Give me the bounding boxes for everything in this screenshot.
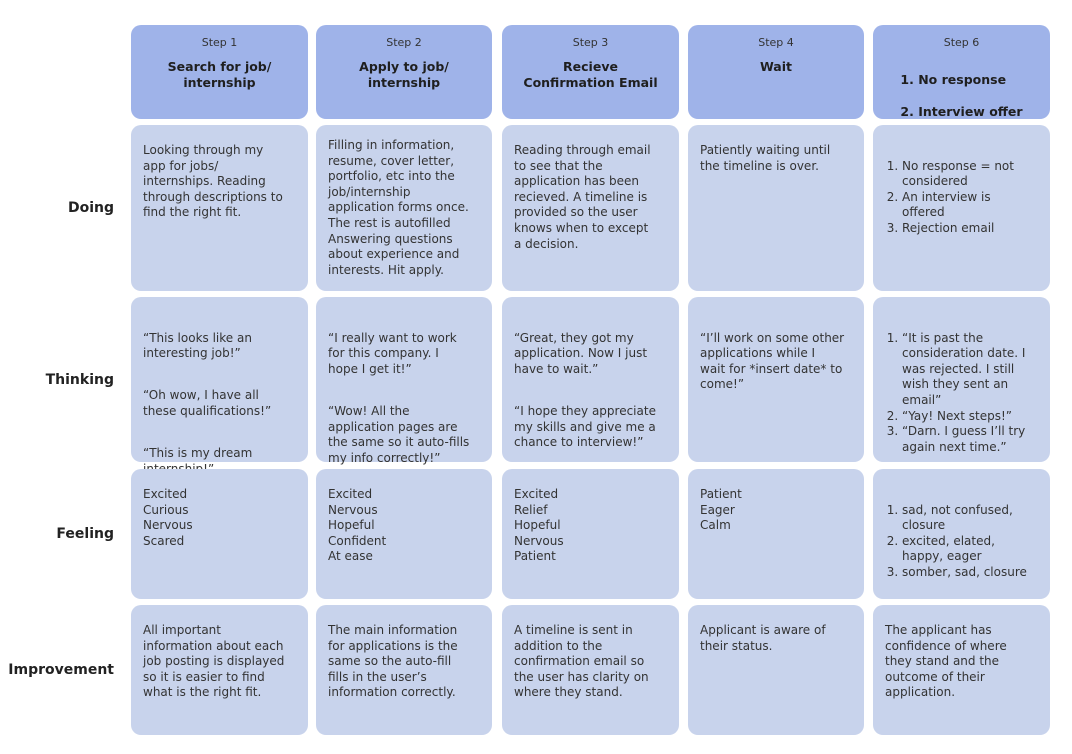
feeling-list — [885, 503, 1041, 581]
improvement-cell-6: The applicant has confidence of where they stand and the outcome of their application. — [873, 605, 1050, 735]
step-title: Search for job/ internship — [167, 59, 272, 90]
list-item: 1. sad, not confused, closure — [902, 503, 1041, 534]
thinking-cell-3 — [502, 297, 679, 462]
step-title: Recieve Confirmation Email — [523, 59, 658, 90]
quote: “I really want to work for this company. I hope I get it!” — [328, 330, 457, 376]
step-label: Step 3 — [572, 36, 609, 49]
row-label-thinking: Thinking — [45, 372, 114, 388]
step-label: Step 2 — [386, 36, 422, 49]
step-header-4 — [688, 25, 864, 119]
thinking-cell-4 — [688, 297, 864, 462]
quote: “I hope they appreciate my skills and give me a chance to interview!” — [514, 403, 656, 450]
quote: “This is my dream — [143, 446, 253, 461]
quote: “This looks like an interesting job!” — [143, 330, 252, 361]
list-item: 2. excited, elated, happy, eager — [902, 534, 1041, 565]
improvement-cell-2: The main information for applications is the same so the auto-fill fills in the user’s information correctly. — [316, 605, 492, 735]
improvement-cell-3: A timeline is sent in addition to the confirmation email so the user has clarity on where they stand. — [502, 605, 679, 735]
feeling-cell-3: Excited Relief Hopeful Nervous Patient — [502, 469, 679, 599]
row-label-feeling: Feeling — [56, 526, 114, 542]
list-item: 2. An interview is offered — [902, 190, 1041, 221]
step-title-item: 1. No response — [900, 72, 1007, 87]
step-title-item: 2. Interview offer — [900, 104, 1023, 119]
step-header-3 — [502, 25, 679, 119]
feeling-cell-6 — [873, 469, 1050, 599]
quote: “I’ll work on some other applications while I wait for *insert date* to come!” — [700, 330, 845, 392]
list-item: 1. “It is past the consideration date. I was rejected. I still wish they sent an email” — [902, 331, 1041, 409]
step-header-1 — [131, 25, 308, 119]
feeling-cell-2: Excited Nervous Hopeful Confident At ease — [316, 469, 492, 599]
thinking-cell-2 — [316, 297, 492, 465]
step-label: Step 1 — [201, 36, 238, 49]
list-item: 3. somber, sad, closure — [902, 565, 1041, 581]
list-item: 2. “Yay! Next steps!” — [902, 409, 1041, 425]
step-header-2 — [316, 25, 492, 119]
list-item: 1. No response = not considered — [902, 159, 1041, 190]
doing-cell-4: Patiently waiting until the timeline is over. — [688, 125, 864, 291]
row-label-doing: Doing — [67, 200, 114, 216]
step-label: Step 6 — [943, 36, 980, 49]
doing-list — [885, 159, 1041, 237]
improvement-cell-1: All important information about each job posting is displayed so it is easier to find what is the right fit. — [131, 605, 308, 735]
thinking-list — [885, 331, 1041, 456]
step-title: Apply to job/ internship — [359, 59, 449, 90]
feeling-cell-4: Patient Eager Calm — [688, 469, 864, 599]
list-item: 3. “Darn. I guess I’ll try again next time.” — [902, 424, 1041, 455]
improvement-cell-4: Applicant is aware of their status. — [688, 605, 864, 735]
quote: “Oh wow, I have all these qualifications!” — [143, 388, 272, 418]
doing-cell-1: Looking through my app for jobs/ internships. Reading through descriptions to find the right fit. — [131, 125, 308, 291]
row-label-improvement: Improvement — [8, 662, 114, 678]
doing-cell-3: Reading through email to see that the application has been recieved. A timeline is provided so the user knows when to except a decision. — [502, 125, 679, 291]
quote: “Great, they got my application. Now I just have to wait.” — [514, 330, 648, 376]
step-header-6 — [873, 25, 1050, 119]
thinking-cell-1 — [131, 297, 308, 462]
step-title: Wait — [759, 59, 793, 74]
quote: “Wow! All the application pages are the same so it auto-fills my info correctly!” — [328, 403, 470, 465]
doing-cell-6 — [873, 125, 1050, 291]
doing-cell-2: Filling in information, resume, cover letter, portfolio, etc into the job/internship application forms once. The rest is autofilled Answering questions about experience and interests. Hit apply. — [316, 125, 492, 291]
thinking-cell-6 — [873, 297, 1050, 462]
feeling-cell-1: Excited Curious Nervous Scared — [131, 469, 308, 599]
step-label: Step 4 — [758, 36, 794, 49]
list-item: 3. Rejection email — [902, 221, 1041, 237]
